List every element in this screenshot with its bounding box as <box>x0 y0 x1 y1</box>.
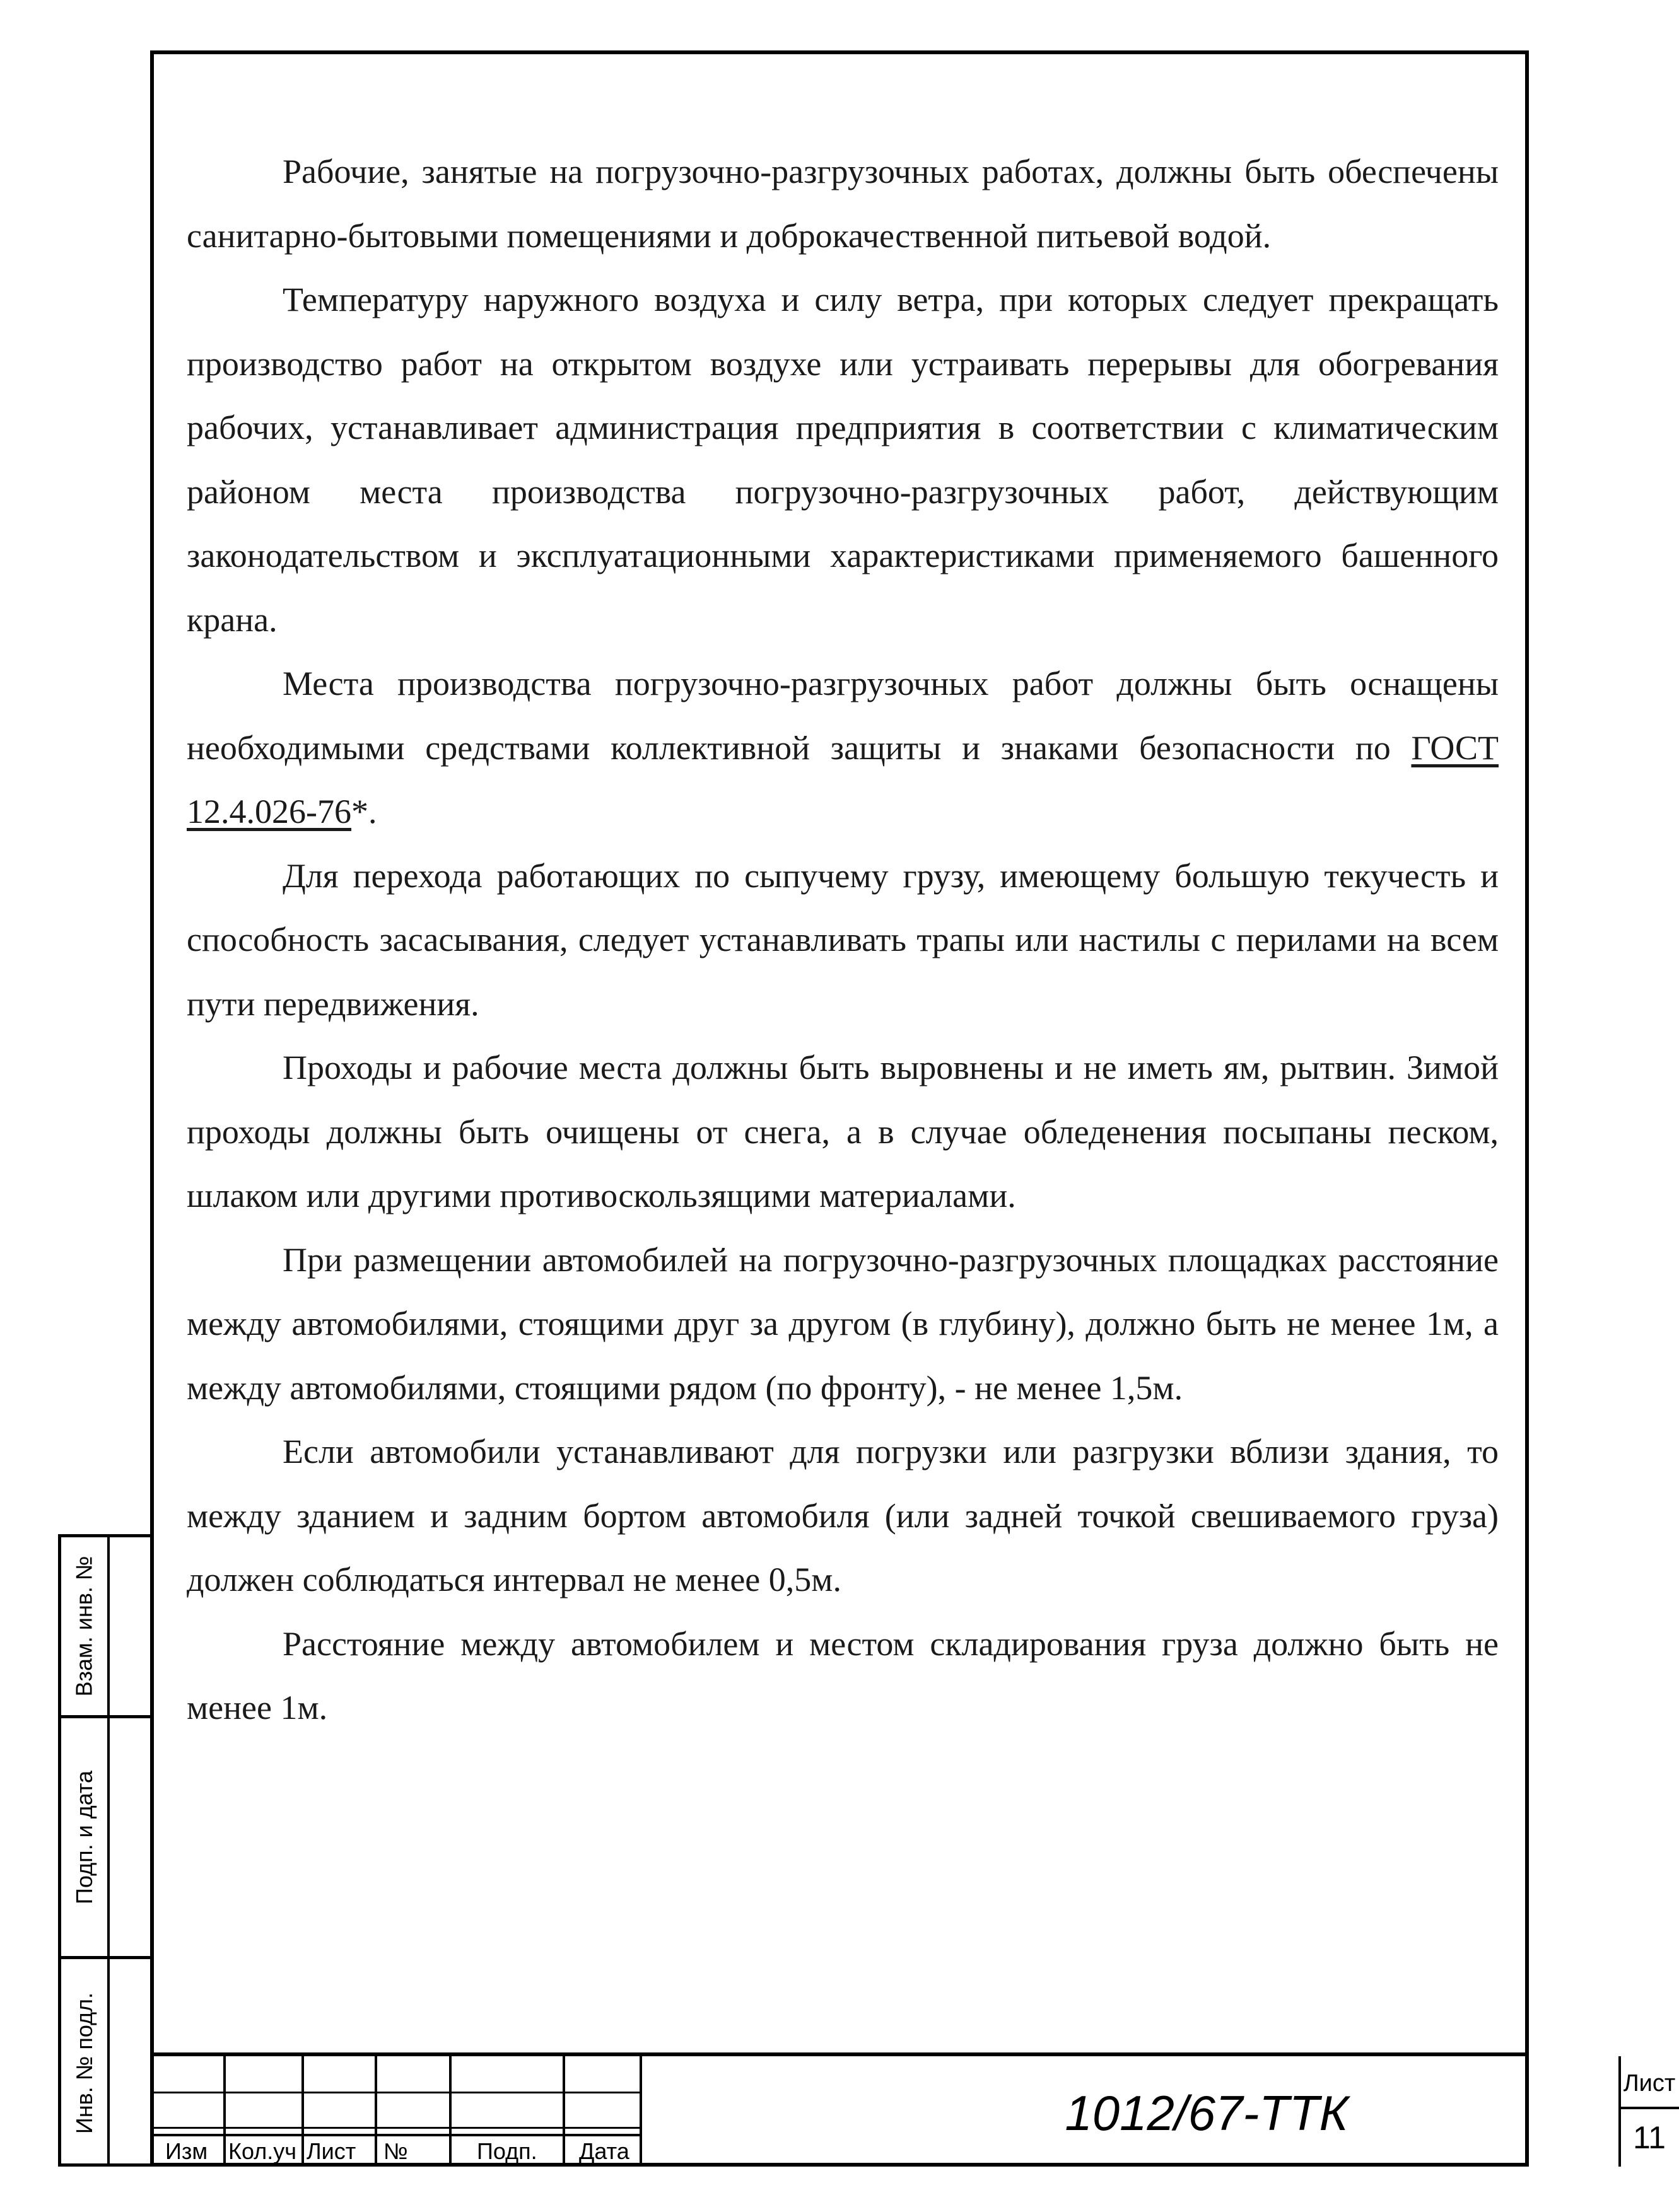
tb-row-line <box>150 2134 641 2136</box>
side-stamp <box>58 1534 150 2167</box>
paragraph <box>187 652 1499 844</box>
col-nomer-label: № <box>383 2138 408 2164</box>
tb-divider <box>449 2056 452 2167</box>
paragraph-text: *. <box>351 793 377 830</box>
document-body <box>187 140 1499 1740</box>
document-code: 1012/67-ТТК <box>1065 2085 1348 2141</box>
tb-row-line <box>150 2092 641 2093</box>
podp-data-label: Подп. и дата <box>71 1770 97 1904</box>
vzam-inv-label: Взам. инв. № <box>71 1556 97 1697</box>
tb-row-line <box>150 2127 641 2129</box>
paragraph: Для перехода работающих по сыпучему грузу, имеющему большую текучесть и способность засасывания, следует устанавливать трапы или настилы с перилами на всем пути передвижения. <box>187 856 1499 1023</box>
col-podp-label: Подп. <box>477 2138 537 2164</box>
side-stamp-divider <box>107 1537 110 2163</box>
sheet-label: Лист <box>1623 2070 1676 2097</box>
tb-row-line <box>1618 2107 1679 2109</box>
paragraph: Рабочие, занятые на погрузочно-разгрузочных работах, должны быть обеспечены санитарно-бытовыми помещениями и доброкачественной питьевой водой. <box>187 153 1499 255</box>
paragraph: Расстояние между автомобилем и местом складирования груза должно быть не менее 1м. <box>187 1624 1499 1726</box>
tb-divider <box>640 2056 642 2167</box>
paragraph: Проходы и рабочие места должны быть выровнены и не иметь ям, рытвин. Зимой проходы должны быть очищены от снега, а в случае обледенения посыпаны песком, шлаком или другими противоскользящими материалами. <box>187 1049 1499 1214</box>
tb-divider <box>375 2056 377 2167</box>
col-izm-label: Изм <box>165 2138 208 2164</box>
paragraph: Температуру наружного воздуха и силу ветра, при которых следует прекращать производство работ на открытом воздухе или устраивать перерывы для обогревания рабочих, устанавливает администрация предприятия в соответствии с климатическим районом места производства погрузочно-разгрузочных работ, действующим законодательством и эксплуатационными характеристиками применяемого башенного крана. <box>187 281 1499 639</box>
col-list-label: Лист <box>307 2138 356 2164</box>
paragraph: При размещении автомобилей на погрузочно-разгрузочных площадках расстояние между автомобилями, стоящими друг за другом (в глубину), должно быть не менее 1м, а между автомобилями, стоящими рядом (по фронту), - не менее 1,5м. <box>187 1240 1499 1407</box>
gost-link[interactable]: ГОСТ 12.4.026-76 <box>187 728 1499 830</box>
col-kolich-label: Кол.уч <box>228 2138 296 2164</box>
tb-divider <box>563 2056 565 2167</box>
inv-podl-label: Инв. № подл. <box>71 1992 97 2134</box>
paragraph: Если автомобили устанавливают для погрузки или разгрузки вблизи здания, то между зданием и задним бортом автомобиля (или задней точкой свешиваемого груза) должен соблюдаться интервал не менее 0,5м. <box>187 1433 1499 1598</box>
tb-divider <box>301 2056 304 2167</box>
sheet-number: 11 <box>1633 2120 1666 2155</box>
col-data-label: Дата <box>579 2138 629 2164</box>
tb-divider <box>223 2056 226 2167</box>
paragraph-text: Места производства погрузочно-разгрузочных работ должны быть оснащены необходимыми средствами коллективной защиты и знаками безопасности по <box>187 665 1499 767</box>
title-block <box>150 2052 1676 2167</box>
